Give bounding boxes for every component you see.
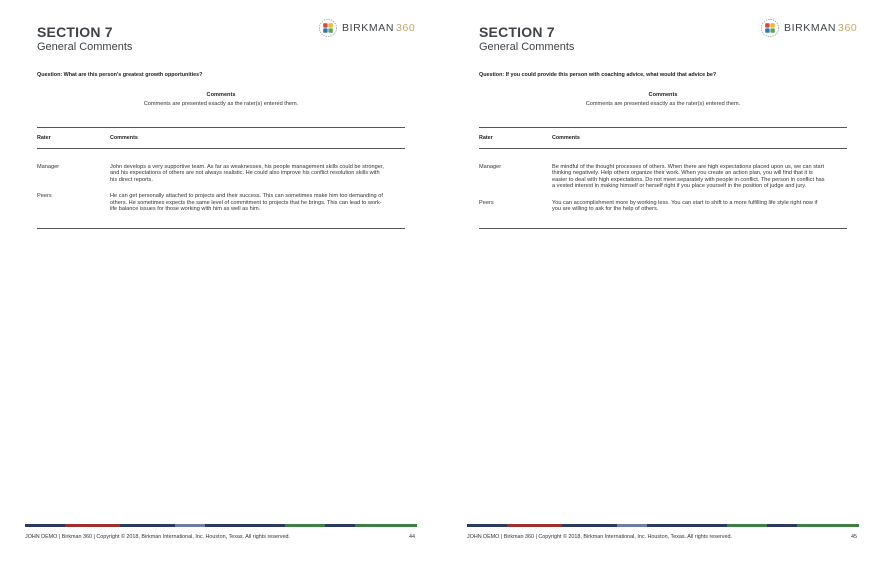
comments-heading: Comments bbox=[648, 92, 678, 98]
logo-text: BIRKMAN 360 bbox=[342, 22, 416, 34]
question-text: Question: If you could provide this person with coaching advice, what would that advice be? bbox=[479, 72, 717, 78]
rater-cell: Manager bbox=[479, 164, 502, 170]
section-title: SECTION 7 bbox=[479, 24, 555, 40]
page-45 bbox=[440, 0, 880, 565]
header-comments: Comments bbox=[110, 135, 138, 141]
table-body bbox=[37, 149, 405, 228]
footer-decor-bar bbox=[25, 524, 417, 527]
comment-cell: Be mindful of the thought processes of others. When there are high expectations placed upon us, we can start thinking negatively. Help others organize their work. When you create an action plan, you will find that it is easier to deal with high expectations. Do not meet separately with people in conflict. The person in conflict has a vested interest in making himself or herself right if you place yourself in the position of judge and jury. bbox=[552, 164, 825, 190]
comment-cell: You can accomplishment more by working less. You can start to shift to a more fulfilling life style right now if you are willing to ask for the help of others. bbox=[552, 199, 818, 213]
footer-copyright: JOHN DEMO | Birkman 360 | Copyright © 2018, Birkman International, Inc. Houston, Texas. All rights reserved. bbox=[25, 534, 290, 540]
page-number: 44 bbox=[409, 534, 415, 540]
section-subtitle: General Comments bbox=[479, 41, 575, 53]
rater-cell: Peers bbox=[37, 193, 52, 200]
rater-cell: Peers bbox=[479, 199, 494, 206]
table-header bbox=[479, 128, 847, 148]
table-row bbox=[479, 200, 847, 213]
table-row bbox=[479, 164, 847, 190]
rater-cell: Manager bbox=[37, 164, 60, 170]
footer-copyright: JOHN DEMO | Birkman 360 | Copyright © 2018, Birkman International, Inc. Houston, Texas. All rights reserved. bbox=[467, 534, 732, 540]
header-comments: Comments bbox=[552, 135, 580, 141]
comments-heading: Comments bbox=[206, 92, 236, 98]
page-content bbox=[37, 20, 405, 229]
page-footer bbox=[25, 534, 415, 540]
comments-table bbox=[479, 127, 847, 229]
comments-table bbox=[37, 127, 405, 229]
section-subtitle: General Comments bbox=[37, 41, 133, 53]
comments-note: Comments are presented exactly as the rater(s) entered them. bbox=[143, 101, 299, 107]
table-body bbox=[479, 149, 847, 228]
header-rater: Rater bbox=[37, 135, 51, 141]
header-rater: Rater bbox=[479, 135, 493, 141]
page-footer bbox=[467, 534, 857, 540]
table-row bbox=[37, 164, 405, 183]
table-row bbox=[37, 193, 405, 212]
page-content bbox=[479, 20, 847, 229]
table-bottom-rule bbox=[479, 228, 847, 229]
table-header bbox=[37, 128, 405, 148]
section-title: SECTION 7 bbox=[37, 24, 113, 40]
comment-cell: He can get personally attached to projects and their success. This can sometimes make him too demanding of others. He sometimes expects the same level of commitment to projects that he brings. This can lead to work-life balance issues for those working with him as well as him. bbox=[110, 193, 383, 213]
page-number: 45 bbox=[851, 534, 857, 540]
logo-text: BIRKMAN 360 bbox=[784, 22, 858, 34]
comment-cell: John develops a very supportive team. As far as weaknesses, his people management skills could be stronger, and his expectations of others are not always realistic. He could also improve his conflict resolution skills with his direct reports. bbox=[110, 164, 384, 183]
table-bottom-rule bbox=[37, 228, 405, 229]
comments-note: Comments are presented exactly as the rater(s) entered them. bbox=[585, 101, 741, 107]
question-text: Question: What are this person's greatest growth opportunities? bbox=[37, 72, 203, 78]
footer-decor-bar bbox=[467, 524, 859, 527]
